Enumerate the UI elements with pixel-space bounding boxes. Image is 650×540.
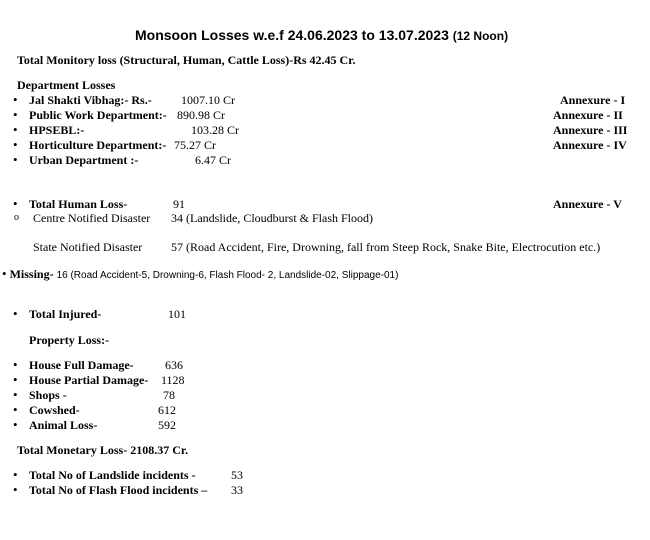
dept-annexure-jal-shakti: Annexure - I	[560, 93, 626, 107]
dept-label-pwd: Public Work Department:-	[29, 108, 167, 122]
centre-disaster-value: 34 (Landslide, Cloudburst & Flash Flood)	[171, 211, 373, 225]
property-label-shops: Shops -	[29, 388, 67, 402]
dept-annexure-hpsebl: Annexure - III	[553, 123, 628, 137]
property-value-cowshed: 612	[158, 403, 176, 417]
injured-value: 101	[168, 307, 186, 321]
circle-bullet-icon: o	[14, 212, 19, 223]
bullet-icon: •	[13, 196, 18, 211]
bullet-icon: •	[13, 372, 18, 387]
bullet-icon: •	[13, 92, 18, 107]
property-value-animal: 592	[158, 418, 176, 432]
monetary-value: 2108.37 Cr.	[130, 443, 189, 457]
property-label-cowshed: Cowshed-	[29, 403, 80, 417]
centre-disaster-label: Centre Notified Disaster	[33, 211, 151, 225]
monetary-loss	[17, 443, 188, 457]
dept-value-hpsebl: 103.28 Cr	[191, 123, 239, 137]
dept-value-pwd: 890.98 Cr	[177, 108, 225, 122]
property-label-animal: Animal Loss-	[29, 418, 98, 432]
bullet-icon: •	[13, 152, 18, 167]
dept-value-horticulture: 75.27 Cr	[174, 138, 216, 152]
department-losses-heading: Department Losses	[17, 78, 116, 92]
property-label-house-full: House Full Damage-	[29, 358, 134, 372]
bullet-icon: •	[13, 467, 18, 482]
bullet-icon: •	[13, 107, 18, 122]
missing-label: Missing-	[9, 267, 54, 281]
title-note: (12 Noon)	[452, 29, 509, 43]
human-loss-label: Total Human Loss-	[29, 197, 128, 211]
property-label-house-partial: House Partial Damage-	[29, 373, 149, 387]
dept-label-horticulture: Horticulture Department:-	[29, 138, 167, 152]
injured-label: Total Injured-	[29, 307, 102, 321]
incident-value-landslide: 53	[231, 468, 243, 482]
bullet-icon: •	[13, 417, 18, 432]
state-disaster-label: State Notified Disaster	[33, 240, 143, 254]
state-disaster-value: 57 (Road Accident, Fire, Drowning, fall from Steep Rock, Snake Bite, Electrocution etc.)	[171, 240, 601, 254]
incident-label-flash-flood: Total No of Flash Flood incidents –	[29, 483, 208, 497]
dept-value-urban: 6.47 Cr	[195, 153, 231, 167]
bullet-icon: •	[2, 266, 7, 281]
human-loss-annexure: Annexure - V	[553, 197, 622, 211]
incident-value-flash-flood: 33	[231, 483, 243, 497]
property-value-house-full: 636	[165, 358, 183, 372]
bullet-icon: •	[13, 122, 18, 137]
bullet-icon: •	[13, 387, 18, 402]
total-monitory-loss: Total Monitory loss (Structural, Human, Cattle Loss)-Rs 42.45 Cr.	[17, 53, 356, 67]
missing-value: 16 (Road Accident-5, Drowning-6, Flash Flood- 2, Landslide-02, Slippage-01)	[56, 270, 399, 281]
bullet-icon: •	[13, 357, 18, 372]
page-title	[135, 26, 508, 45]
dept-value-jal-shakti: 1007.10 Cr	[181, 93, 235, 107]
bullet-icon: •	[13, 137, 18, 152]
dept-label-hpsebl: HPSEBL:-	[29, 123, 85, 137]
bullet-icon: •	[13, 402, 18, 417]
missing-row	[2, 267, 398, 283]
property-value-house-partial: 1128	[161, 373, 185, 387]
monetary-label: Total Monetary Loss-	[17, 443, 128, 457]
dept-label-urban: Urban Department :-	[29, 153, 139, 167]
dept-annexure-horticulture: Annexure - IV	[553, 138, 627, 152]
property-loss-heading: Property Loss:-	[29, 333, 110, 347]
property-value-shops: 78	[163, 388, 175, 402]
dept-label-jal-shakti: Jal Shakti Vibhag:- Rs.-	[29, 93, 152, 107]
bullet-icon: •	[13, 306, 18, 321]
bullet-icon: •	[13, 482, 18, 497]
incident-label-landslide: Total No of Landslide incidents -	[29, 468, 196, 482]
human-loss-value: 91	[173, 197, 185, 211]
dept-annexure-pwd: Annexure - II	[553, 108, 623, 122]
title-main: Monsoon Losses w.e.f 24.06.2023 to 13.07.2023	[135, 27, 449, 43]
